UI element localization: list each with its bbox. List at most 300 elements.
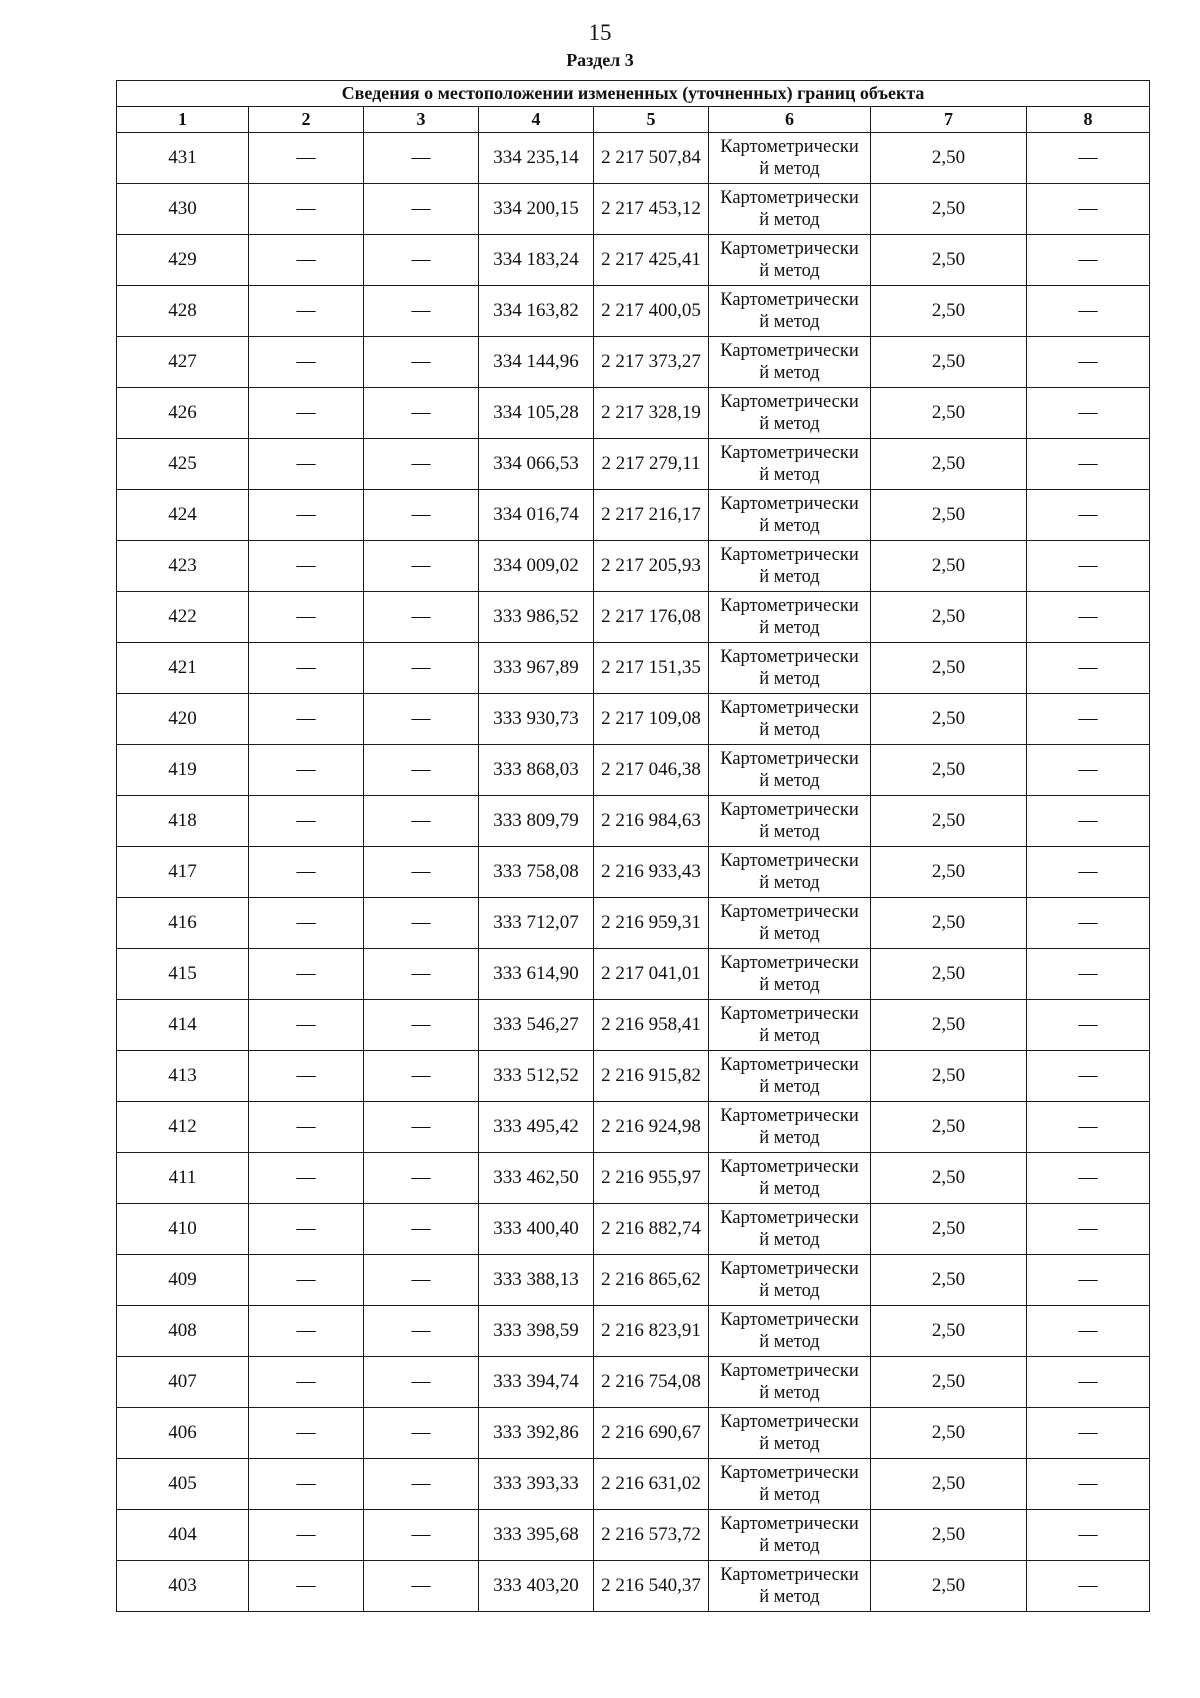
accuracy-cell: 2,50	[871, 1408, 1027, 1459]
y-coordinate-cell: 2 216 915,82	[594, 1051, 709, 1102]
table-row	[117, 184, 1150, 235]
column-3-cell: —	[364, 388, 479, 439]
accuracy-cell: 2,50	[871, 490, 1027, 541]
x-coordinate-cell: 333 546,27	[479, 1000, 594, 1051]
y-coordinate-cell: 2 217 400,05	[594, 286, 709, 337]
method-text-line-1: Картометрически	[720, 137, 859, 157]
method-text-line-1: Картометрически	[720, 1004, 859, 1024]
method-text-line-2: й метод	[759, 1332, 820, 1352]
column-8-cell: —	[1027, 388, 1150, 439]
y-coordinate-cell: 2 216 754,08	[594, 1357, 709, 1408]
point-number-cell: 419	[117, 745, 249, 796]
method-text-line-2: й метод	[759, 516, 820, 536]
column-8-cell: —	[1027, 1459, 1150, 1510]
accuracy-cell: 2,50	[871, 1357, 1027, 1408]
column-8-cell: —	[1027, 643, 1150, 694]
page-number: 15	[588, 20, 612, 45]
accuracy-cell: 2,50	[871, 1204, 1027, 1255]
column-2-cell: —	[249, 949, 364, 1000]
y-coordinate-cell: 2 217 507,84	[594, 133, 709, 184]
column-number: 2	[249, 107, 364, 133]
column-2-cell: —	[249, 1000, 364, 1051]
x-coordinate-cell: 333 388,13	[479, 1255, 594, 1306]
section-title: Раздел 3	[566, 50, 634, 70]
column-3-cell: —	[364, 643, 479, 694]
accuracy-cell: 2,50	[871, 235, 1027, 286]
column-2-cell: —	[249, 898, 364, 949]
column-8-cell: —	[1027, 235, 1150, 286]
table-row	[117, 1357, 1150, 1408]
column-number: 8	[1027, 107, 1150, 133]
method-cell	[709, 592, 871, 643]
y-coordinate-cell: 2 217 216,17	[594, 490, 709, 541]
column-3-cell: —	[364, 796, 479, 847]
x-coordinate-cell: 333 512,52	[479, 1051, 594, 1102]
column-8-cell: —	[1027, 1561, 1150, 1612]
accuracy-cell: 2,50	[871, 439, 1027, 490]
method-text-line-2: й метод	[759, 1434, 820, 1454]
method-cell	[709, 133, 871, 184]
table-row	[117, 847, 1150, 898]
point-number-cell: 427	[117, 337, 249, 388]
point-number-cell: 416	[117, 898, 249, 949]
column-2-cell: —	[249, 796, 364, 847]
column-2-cell: —	[249, 1051, 364, 1102]
table-row	[117, 337, 1150, 388]
column-2-cell: —	[249, 133, 364, 184]
table-row	[117, 949, 1150, 1000]
y-coordinate-cell: 2 217 279,11	[594, 439, 709, 490]
table-row	[117, 1204, 1150, 1255]
point-number-cell: 407	[117, 1357, 249, 1408]
method-cell	[709, 337, 871, 388]
point-number-cell: 406	[117, 1408, 249, 1459]
method-cell	[709, 694, 871, 745]
column-3-cell: —	[364, 1051, 479, 1102]
method-text-line-2: й метод	[759, 1179, 820, 1199]
method-text-line-2: й метод	[759, 1485, 820, 1505]
column-number: 1	[117, 107, 249, 133]
table-caption-row	[117, 81, 1150, 107]
method-text-line-2: й метод	[759, 618, 820, 638]
method-text-line-1: Картометрически	[720, 341, 859, 361]
method-text-line-2: й метод	[759, 1587, 820, 1607]
x-coordinate-cell: 333 809,79	[479, 796, 594, 847]
boundary-coordinates-table	[116, 80, 1150, 1612]
point-number-cell: 431	[117, 133, 249, 184]
column-3-cell: —	[364, 1255, 479, 1306]
x-coordinate-cell: 334 016,74	[479, 490, 594, 541]
column-3-cell: —	[364, 439, 479, 490]
y-coordinate-cell: 2 216 865,62	[594, 1255, 709, 1306]
accuracy-cell: 2,50	[871, 694, 1027, 745]
method-cell	[709, 490, 871, 541]
point-number-cell: 415	[117, 949, 249, 1000]
column-2-cell: —	[249, 541, 364, 592]
x-coordinate-cell: 334 009,02	[479, 541, 594, 592]
column-2-cell: —	[249, 337, 364, 388]
method-cell	[709, 388, 871, 439]
method-text-line-1: Картометрически	[720, 698, 859, 718]
column-2-cell: —	[249, 1153, 364, 1204]
column-2-cell: —	[249, 1102, 364, 1153]
method-cell	[709, 1357, 871, 1408]
x-coordinate-cell: 333 868,03	[479, 745, 594, 796]
column-2-cell: —	[249, 1459, 364, 1510]
method-text-line-1: Картометрически	[720, 1310, 859, 1330]
column-number: 7	[871, 107, 1027, 133]
column-8-cell: —	[1027, 490, 1150, 541]
method-cell	[709, 1102, 871, 1153]
column-2-cell: —	[249, 388, 364, 439]
point-number-cell: 423	[117, 541, 249, 592]
table-row	[117, 898, 1150, 949]
x-coordinate-cell: 333 967,89	[479, 643, 594, 694]
column-2-cell: —	[249, 745, 364, 796]
table-row	[117, 1255, 1150, 1306]
method-text-line-2: й метод	[759, 567, 820, 587]
column-3-cell: —	[364, 1357, 479, 1408]
column-2-cell: —	[249, 643, 364, 694]
method-text-line-1: Картометрически	[720, 239, 859, 259]
point-number-cell: 421	[117, 643, 249, 694]
column-2-cell: —	[249, 286, 364, 337]
column-8-cell: —	[1027, 1204, 1150, 1255]
x-coordinate-cell: 333 712,07	[479, 898, 594, 949]
y-coordinate-cell: 2 217 328,19	[594, 388, 709, 439]
x-coordinate-cell: 333 495,42	[479, 1102, 594, 1153]
method-text-line-2: й метод	[759, 159, 820, 179]
accuracy-cell: 2,50	[871, 541, 1027, 592]
column-2-cell: —	[249, 1357, 364, 1408]
method-text-line-1: Картометрически	[720, 851, 859, 871]
column-8-cell: —	[1027, 1357, 1150, 1408]
table-row	[117, 745, 1150, 796]
method-text-line-1: Картометрически	[720, 953, 859, 973]
method-text-line-2: й метод	[759, 465, 820, 485]
column-3-cell: —	[364, 1561, 479, 1612]
method-cell	[709, 898, 871, 949]
method-text-line-2: й метод	[759, 1077, 820, 1097]
column-3-cell: —	[364, 235, 479, 286]
x-coordinate-cell: 334 200,15	[479, 184, 594, 235]
column-2-cell: —	[249, 1561, 364, 1612]
column-2-cell: —	[249, 184, 364, 235]
column-3-cell: —	[364, 490, 479, 541]
y-coordinate-cell: 2 216 631,02	[594, 1459, 709, 1510]
table-row	[117, 1459, 1150, 1510]
y-coordinate-cell: 2 217 425,41	[594, 235, 709, 286]
y-coordinate-cell: 2 217 041,01	[594, 949, 709, 1000]
column-3-cell: —	[364, 1306, 479, 1357]
x-coordinate-cell: 333 614,90	[479, 949, 594, 1000]
method-cell	[709, 1306, 871, 1357]
method-cell	[709, 643, 871, 694]
x-coordinate-cell: 333 393,33	[479, 1459, 594, 1510]
column-8-cell: —	[1027, 1102, 1150, 1153]
method-text-line-2: й метод	[759, 312, 820, 332]
y-coordinate-cell: 2 217 046,38	[594, 745, 709, 796]
method-text-line-2: й метод	[759, 363, 820, 383]
table-row	[117, 1306, 1150, 1357]
x-coordinate-cell: 333 395,68	[479, 1510, 594, 1561]
method-cell	[709, 1255, 871, 1306]
method-text-line-2: й метод	[759, 261, 820, 281]
method-text-line-1: Картометрически	[720, 443, 859, 463]
accuracy-cell: 2,50	[871, 184, 1027, 235]
accuracy-cell: 2,50	[871, 1000, 1027, 1051]
method-cell	[709, 949, 871, 1000]
accuracy-cell: 2,50	[871, 847, 1027, 898]
point-number-cell: 420	[117, 694, 249, 745]
column-3-cell: —	[364, 1000, 479, 1051]
method-text-line-1: Картометрически	[720, 1565, 859, 1585]
accuracy-cell: 2,50	[871, 286, 1027, 337]
point-number-cell: 409	[117, 1255, 249, 1306]
table-row	[117, 1561, 1150, 1612]
column-8-cell: —	[1027, 694, 1150, 745]
point-number-cell: 414	[117, 1000, 249, 1051]
point-number-cell: 413	[117, 1051, 249, 1102]
method-text-line-2: й метод	[759, 414, 820, 434]
method-cell	[709, 847, 871, 898]
column-3-cell: —	[364, 541, 479, 592]
column-3-cell: —	[364, 898, 479, 949]
x-coordinate-cell: 334 183,24	[479, 235, 594, 286]
y-coordinate-cell: 2 217 373,27	[594, 337, 709, 388]
column-2-cell: —	[249, 1306, 364, 1357]
y-coordinate-cell: 2 216 882,74	[594, 1204, 709, 1255]
method-text-line-1: Картометрически	[720, 392, 859, 412]
y-coordinate-cell: 2 216 924,98	[594, 1102, 709, 1153]
column-2-cell: —	[249, 694, 364, 745]
x-coordinate-cell: 334 235,14	[479, 133, 594, 184]
column-3-cell: —	[364, 1102, 479, 1153]
column-numbers-row	[117, 107, 1150, 133]
point-number-cell: 404	[117, 1510, 249, 1561]
y-coordinate-cell: 2 216 959,31	[594, 898, 709, 949]
method-text-line-1: Картометрически	[720, 1514, 859, 1534]
table-row	[117, 1408, 1150, 1459]
x-coordinate-cell: 333 986,52	[479, 592, 594, 643]
accuracy-cell: 2,50	[871, 898, 1027, 949]
column-8-cell: —	[1027, 337, 1150, 388]
table-body	[117, 133, 1150, 1612]
method-text-line-1: Картометрически	[720, 800, 859, 820]
accuracy-cell: 2,50	[871, 1561, 1027, 1612]
table-row	[117, 1153, 1150, 1204]
point-number-cell: 408	[117, 1306, 249, 1357]
method-cell	[709, 1459, 871, 1510]
x-coordinate-cell: 333 930,73	[479, 694, 594, 745]
accuracy-cell: 2,50	[871, 643, 1027, 694]
method-text-line-2: й метод	[759, 1281, 820, 1301]
column-8-cell: —	[1027, 1153, 1150, 1204]
table-row	[117, 1051, 1150, 1102]
method-text-line-2: й метод	[759, 924, 820, 944]
accuracy-cell: 2,50	[871, 1153, 1027, 1204]
x-coordinate-cell: 333 394,74	[479, 1357, 594, 1408]
y-coordinate-cell: 2 217 205,93	[594, 541, 709, 592]
y-coordinate-cell: 2 217 176,08	[594, 592, 709, 643]
method-text-line-1: Картометрически	[720, 290, 859, 310]
method-cell	[709, 184, 871, 235]
point-number-cell: 403	[117, 1561, 249, 1612]
method-text-line-2: й метод	[759, 720, 820, 740]
column-3-cell: —	[364, 286, 479, 337]
method-text-line-1: Картометрически	[720, 1412, 859, 1432]
method-text-line-2: й метод	[759, 210, 820, 230]
table-caption: Сведения о местоположении измененных (уточненных) границ объекта	[117, 81, 1150, 107]
column-2-cell: —	[249, 592, 364, 643]
column-2-cell: —	[249, 1510, 364, 1561]
column-8-cell: —	[1027, 133, 1150, 184]
method-cell	[709, 1153, 871, 1204]
y-coordinate-cell: 2 216 933,43	[594, 847, 709, 898]
column-3-cell: —	[364, 745, 479, 796]
x-coordinate-cell: 333 392,86	[479, 1408, 594, 1459]
y-coordinate-cell: 2 217 453,12	[594, 184, 709, 235]
accuracy-cell: 2,50	[871, 337, 1027, 388]
column-8-cell: —	[1027, 439, 1150, 490]
method-text-line-2: й метод	[759, 975, 820, 995]
column-8-cell: —	[1027, 286, 1150, 337]
accuracy-cell: 2,50	[871, 1306, 1027, 1357]
column-3-cell: —	[364, 1204, 479, 1255]
method-text-line-2: й метод	[759, 1026, 820, 1046]
table-row	[117, 592, 1150, 643]
column-number: 6	[709, 107, 871, 133]
column-number: 3	[364, 107, 479, 133]
method-text-line-2: й метод	[759, 822, 820, 842]
column-8-cell: —	[1027, 745, 1150, 796]
x-coordinate-cell: 334 144,96	[479, 337, 594, 388]
method-text-line-1: Картометрически	[720, 1157, 859, 1177]
point-number-cell: 429	[117, 235, 249, 286]
accuracy-cell: 2,50	[871, 1102, 1027, 1153]
column-2-cell: —	[249, 235, 364, 286]
accuracy-cell: 2,50	[871, 949, 1027, 1000]
x-coordinate-cell: 333 400,40	[479, 1204, 594, 1255]
table-row	[117, 133, 1150, 184]
table-header	[117, 81, 1150, 133]
point-number-cell: 405	[117, 1459, 249, 1510]
column-8-cell: —	[1027, 184, 1150, 235]
y-coordinate-cell: 2 216 573,72	[594, 1510, 709, 1561]
column-2-cell: —	[249, 490, 364, 541]
accuracy-cell: 2,50	[871, 1459, 1027, 1510]
accuracy-cell: 2,50	[871, 592, 1027, 643]
y-coordinate-cell: 2 216 984,63	[594, 796, 709, 847]
method-text-line-1: Картометрически	[720, 494, 859, 514]
method-cell	[709, 1510, 871, 1561]
table-row	[117, 643, 1150, 694]
method-text-line-1: Картометрически	[720, 647, 859, 667]
column-2-cell: —	[249, 439, 364, 490]
column-3-cell: —	[364, 337, 479, 388]
column-8-cell: —	[1027, 847, 1150, 898]
method-text-line-1: Картометрически	[720, 1259, 859, 1279]
point-number-cell: 417	[117, 847, 249, 898]
method-text-line-2: й метод	[759, 771, 820, 791]
column-8-cell: —	[1027, 1051, 1150, 1102]
method-text-line-1: Картометрически	[720, 545, 859, 565]
point-number-cell: 424	[117, 490, 249, 541]
column-8-cell: —	[1027, 796, 1150, 847]
method-text-line-1: Картометрически	[720, 596, 859, 616]
column-3-cell: —	[364, 847, 479, 898]
point-number-cell: 428	[117, 286, 249, 337]
method-cell	[709, 235, 871, 286]
point-number-cell: 426	[117, 388, 249, 439]
method-cell	[709, 745, 871, 796]
column-3-cell: —	[364, 1510, 479, 1561]
table-row	[117, 1102, 1150, 1153]
y-coordinate-cell: 2 217 109,08	[594, 694, 709, 745]
method-text-line-2: й метод	[759, 873, 820, 893]
column-8-cell: —	[1027, 1000, 1150, 1051]
method-text-line-2: й метод	[759, 1383, 820, 1403]
y-coordinate-cell: 2 216 690,67	[594, 1408, 709, 1459]
point-number-cell: 411	[117, 1153, 249, 1204]
point-number-cell: 410	[117, 1204, 249, 1255]
table-row	[117, 388, 1150, 439]
method-text-line-2: й метод	[759, 1128, 820, 1148]
method-cell	[709, 1408, 871, 1459]
method-text-line-1: Картометрически	[720, 188, 859, 208]
method-cell	[709, 1051, 871, 1102]
accuracy-cell: 2,50	[871, 796, 1027, 847]
column-8-cell: —	[1027, 898, 1150, 949]
method-cell	[709, 439, 871, 490]
column-number: 5	[594, 107, 709, 133]
column-8-cell: —	[1027, 1306, 1150, 1357]
method-text-line-2: й метод	[759, 1230, 820, 1250]
accuracy-cell: 2,50	[871, 388, 1027, 439]
method-cell	[709, 1204, 871, 1255]
accuracy-cell: 2,50	[871, 1051, 1027, 1102]
accuracy-cell: 2,50	[871, 1510, 1027, 1561]
table-row	[117, 1510, 1150, 1561]
column-3-cell: —	[364, 949, 479, 1000]
table-row	[117, 694, 1150, 745]
method-text-line-2: й метод	[759, 669, 820, 689]
table-row	[117, 1000, 1150, 1051]
method-text-line-2: й метод	[759, 1536, 820, 1556]
y-coordinate-cell: 2 216 955,97	[594, 1153, 709, 1204]
column-3-cell: —	[364, 694, 479, 745]
column-number: 4	[479, 107, 594, 133]
column-2-cell: —	[249, 1255, 364, 1306]
y-coordinate-cell: 2 216 823,91	[594, 1306, 709, 1357]
x-coordinate-cell: 334 066,53	[479, 439, 594, 490]
x-coordinate-cell: 333 398,59	[479, 1306, 594, 1357]
method-text-line-1: Картометрически	[720, 1208, 859, 1228]
method-cell	[709, 286, 871, 337]
column-2-cell: —	[249, 1408, 364, 1459]
y-coordinate-cell: 2 217 151,35	[594, 643, 709, 694]
method-text-line-1: Картометрически	[720, 1463, 859, 1483]
point-number-cell: 430	[117, 184, 249, 235]
method-text-line-1: Картометрически	[720, 1106, 859, 1126]
x-coordinate-cell: 333 758,08	[479, 847, 594, 898]
point-number-cell: 418	[117, 796, 249, 847]
column-8-cell: —	[1027, 949, 1150, 1000]
table-row	[117, 286, 1150, 337]
y-coordinate-cell: 2 216 540,37	[594, 1561, 709, 1612]
x-coordinate-cell: 334 105,28	[479, 388, 594, 439]
y-coordinate-cell: 2 216 958,41	[594, 1000, 709, 1051]
